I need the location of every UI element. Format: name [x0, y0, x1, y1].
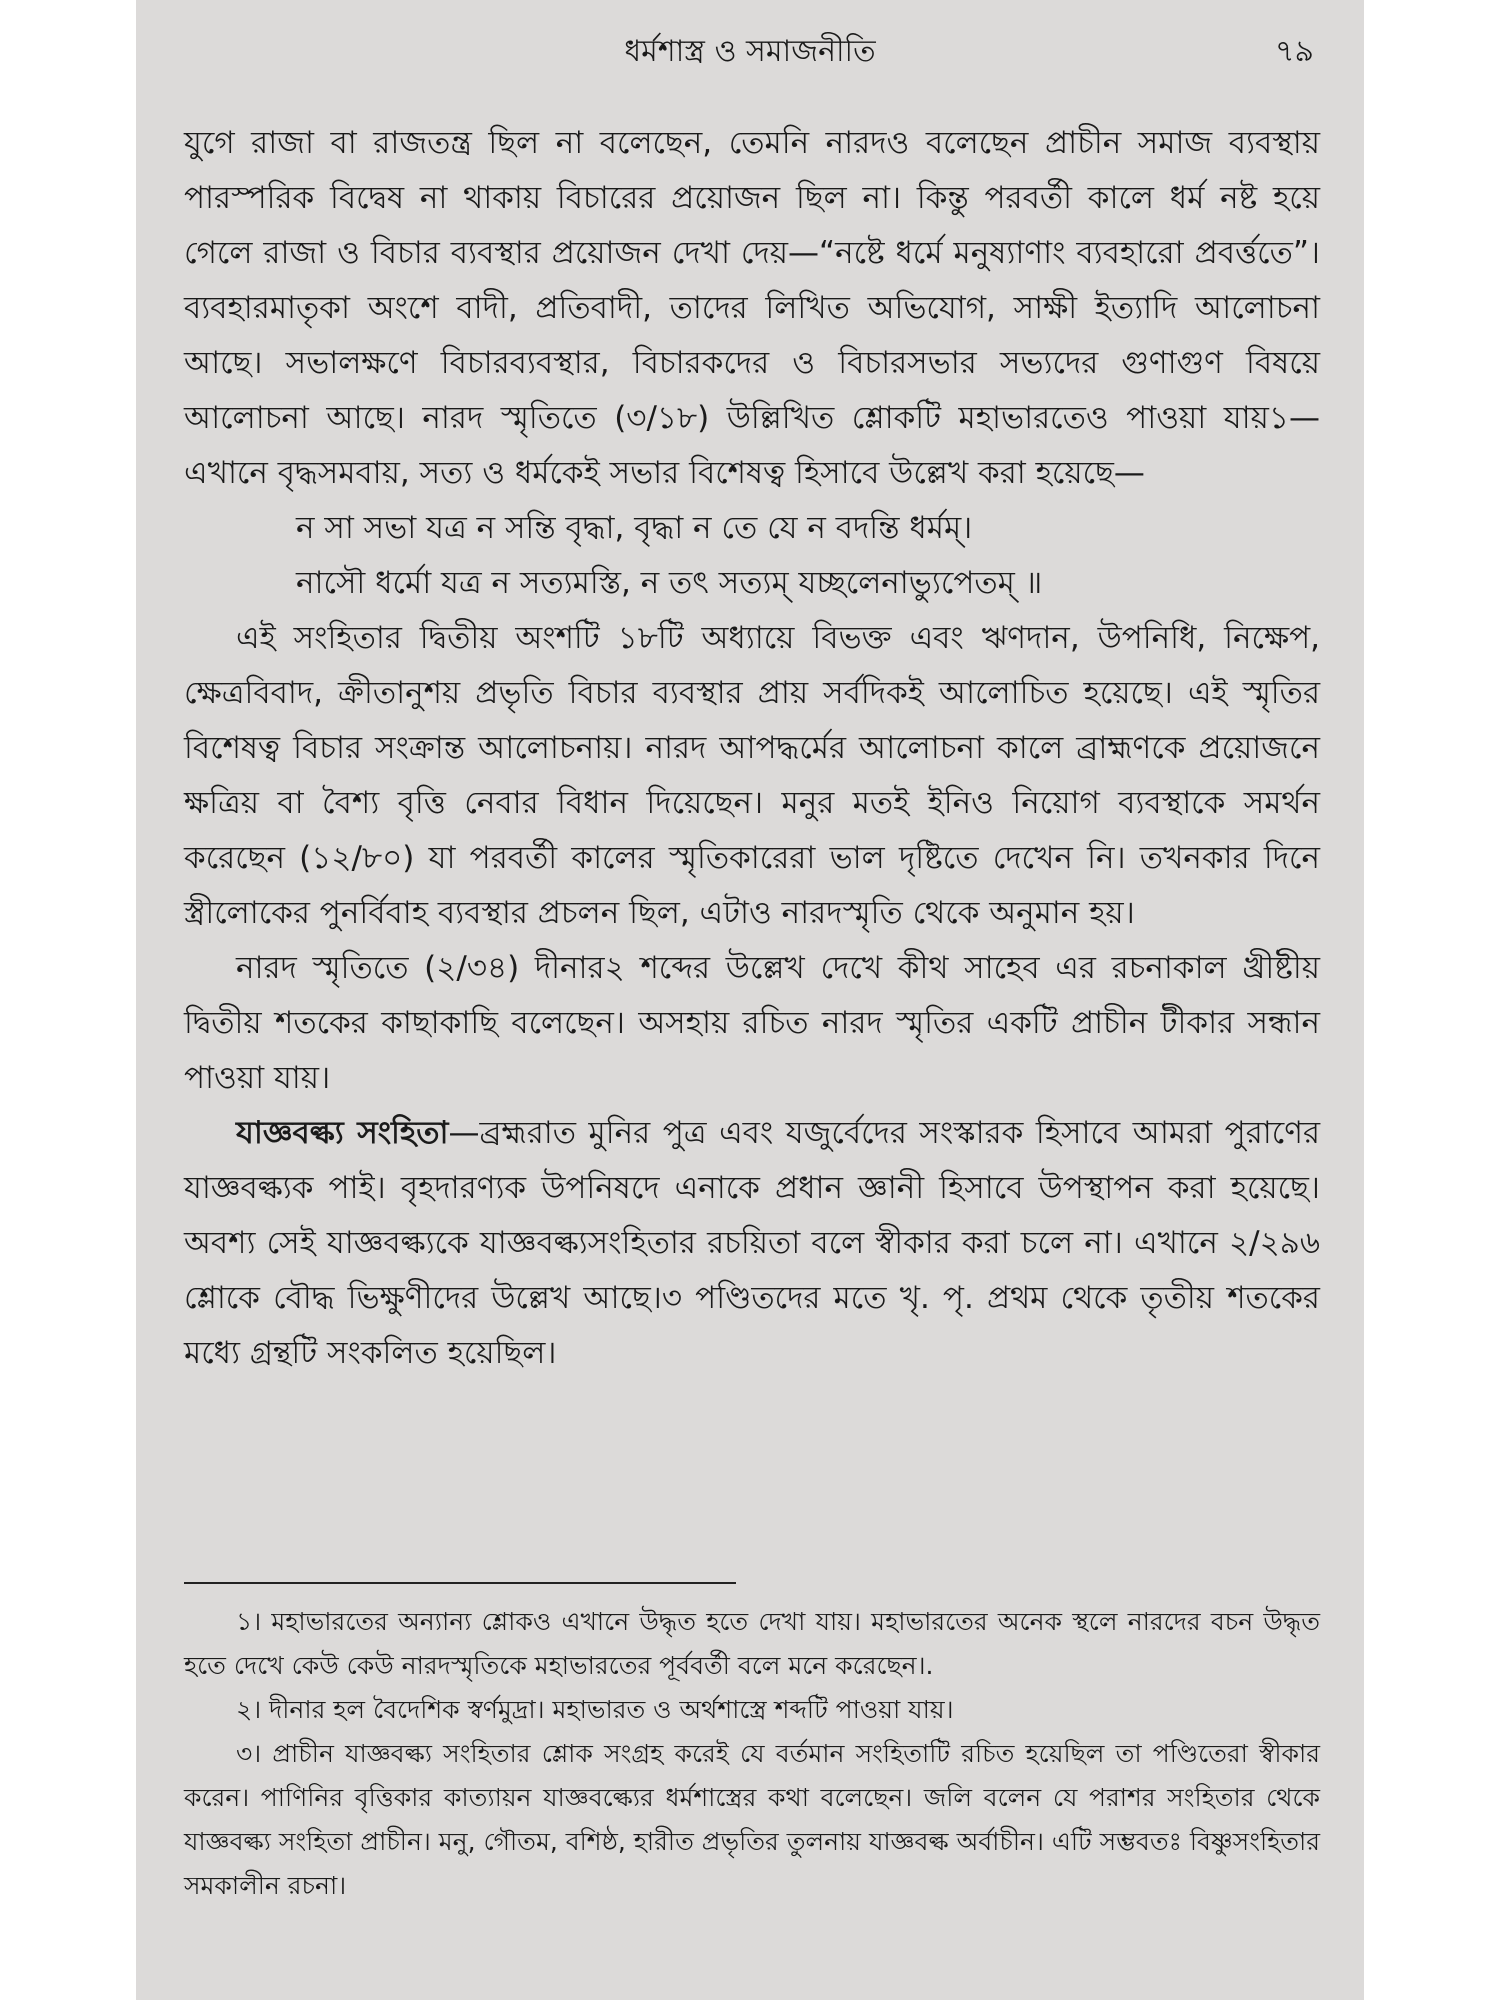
- footnote-2: ২। দীনার হল বৈদেশিক স্বর্ণমুদ্রা। মহাভারত ও অর্থশাস্ত্রে শব্দটি পাওয়া যায়।: [236, 1695, 954, 1724]
- verse-line-2: নাসৌ ধর্মো যত্র ন সত্যমস্তি, ন তৎ সত্যম্ যচ্ছলেনাভ্যুপেতম্ ॥: [296, 565, 1043, 601]
- chapter-title: ধর্মশাস্ত্র ও সমাজনীতি: [624, 34, 876, 69]
- running-header: [136, 30, 1364, 74]
- paragraph-2: এই সংহিতার দ্বিতীয় অংশটি ১৮টি অধ্যায়ে বিভক্ত এবং ঋণদান, উপনিধি, নিক্ষেপ, ক্ষেত্রবিবাদ, ক্রীতানুশয় প্রভৃতি বিচার ব্যবস্থার প্রায় সর্বদিকই আলোচিত হয়েছে। এই স্মৃতির বিশেষত্ব বিচার সংক্রান্ত আলোচনায়। নারদ আপদ্ধর্মের আলোচনা কালে ব্রাহ্মণকে প্রয়োজনে ক্ষত্রিয় বা বৈশ্য বৃত্তি নেবার বিধান দিয়েছেন। মনুর মতই ইনিও নিয়োগ ব্যবস্থাকে সমর্থন করেছেন (১২/৮০) যা পরবর্তী কালের স্মৃতিকারেরা ভাল দৃষ্টিতে দেখেন নি। তখনকার দিনে স্ত্রীলোকের পুনর্বিবাহ ব্যবস্থার প্রচলন ছিল, এটাও নারদস্মৃতি থেকে অনুমান হয়।: [184, 620, 1320, 931]
- page-number: ৭৯: [1275, 34, 1314, 69]
- paragraph-1: যুগে রাজা বা রাজতন্ত্র ছিল না বলেছেন, তেমনি নারদও বলেছেন প্রাচীন সমাজ ব্যবস্থায় পারস্পরিক বিদ্বেষ না থাকায় বিচারের প্রয়োজন ছিল না। কিন্তু পরবর্তী কালে ধর্ম নষ্ট হয়ে গেলে রাজা ও বিচার ব্যবস্থার প্রয়োজন দেখা দেয়—“নষ্টে ধর্মে মনুষ্যাণাং ব্যবহারো প্রবর্ত্ততে”। ব্যবহারমাতৃকা অংশে বাদী, প্রতিবাদী, তাদের লিখিত অভিযোগ, সাক্ষী ইত্যাদি আলোচনা আছে। সভালক্ষণে বিচারব্যবস্থার, বিচারকদের ও বিচারসভার সভ্যদের গুণাগুণ বিষয়ে আলোচনা আছে। নারদ স্মৃতিতে (৩/১৮) উল্লিখিত শ্লোকটি মহাভারতেও পাওয়া যায়১—এখানে বৃদ্ধসমবায়, সত্য ও ধর্মকেই সভার বিশেষত্ব হিসাবে উল্লেখ করা হয়েছে—: [184, 125, 1320, 491]
- footnote-1: ১। মহাভারতের অন্যান্য শ্লোকও এখানে উদ্ধৃত হতে দেখা যায়। মহাভারতের অনেক স্থলে নারদের বচন উদ্ধৃত হতে দেখে কেউ কেউ নারদস্মৃতিকে মহাভারতের পূর্ববর্তী বলে মনে করেছেন।.: [184, 1607, 1320, 1680]
- paragraph-3: নারদ স্মৃতিতে (২/৩৪) দীনার২ শব্দের উল্লেখ দেখে কীথ সাহেব এর রচনাকাল খ্রীষ্টীয় দ্বিতীয় শতকের কাছাকাছি বলেছেন। অসহায় রচিত নারদ স্মৃতির একটি প্রাচীন টীকার সন্ধান পাওয়া যায়।: [184, 950, 1320, 1096]
- footnotes: [184, 1600, 1320, 1908]
- section-heading-yajnavalkya: যাজ্ঞবল্ক্য সংহিতা: [236, 1115, 449, 1151]
- verse-line-1: ন সা সভা যত্র ন সন্তি বৃদ্ধা, বৃদ্ধা ন তে যে ন বদন্তি ধর্মম্।: [296, 510, 973, 546]
- paragraph-4: [184, 1106, 1320, 1381]
- footnote-divider: [184, 1582, 736, 1584]
- main-text: [184, 116, 1320, 1381]
- paragraph-4-text: —ব্রহ্মরাত মুনির পুত্র এবং যজুর্বেদের সংস্কারক হিসাবে আমরা পুরাণের যাজ্ঞবল্ক্যক পাই। বৃহদারণ্যক উপনিষদে এনাকে প্রধান জ্ঞানী হিসাবে উপস্থাপন করা হয়েছে। অবশ্য সেই যাজ্ঞবল্ক্যকে যাজ্ঞবল্ক্যসংহিতার রচয়িতা বলে স্বীকার করা চলে না। এখানে ২/২৯৬ শ্লোকে বৌদ্ধ ভিক্ষুণীদের উল্লেখ আছে।৩ পণ্ডিতদের মতে খৃ. পৃ. প্রথম থেকে তৃতীয় শতকের মধ্যে গ্রন্থটি সংকলিত হয়েছিল।: [184, 1115, 1320, 1371]
- book-page: [136, 0, 1364, 2000]
- footnote-3: ৩। প্রাচীন যাজ্ঞবল্ক্য সংহিতার শ্লোক সংগ্রহ করেই যে বর্তমান সংহিতাটি রচিত হয়েছিল তা পণ্ডিতেরা স্বীকার করেন। পাণিনির বৃত্তিকার কাত্যায়ন যাজ্ঞবল্ক্যের ধর্মশাস্ত্রের কথা বলেছেন। জলি বলেন যে পরাশর সংহিতার থেকে যাজ্ঞবল্ক্য সংহিতা প্রাচীন। মনু, গৌতম, বশিষ্ঠ, হারীত প্রভৃতির তুলনায় যাজ্ঞবল্ক অর্বাচীন। এটি সম্ভবতঃ বিষ্ণুসংহিতার সমকালীন রচনা।: [184, 1739, 1320, 1900]
